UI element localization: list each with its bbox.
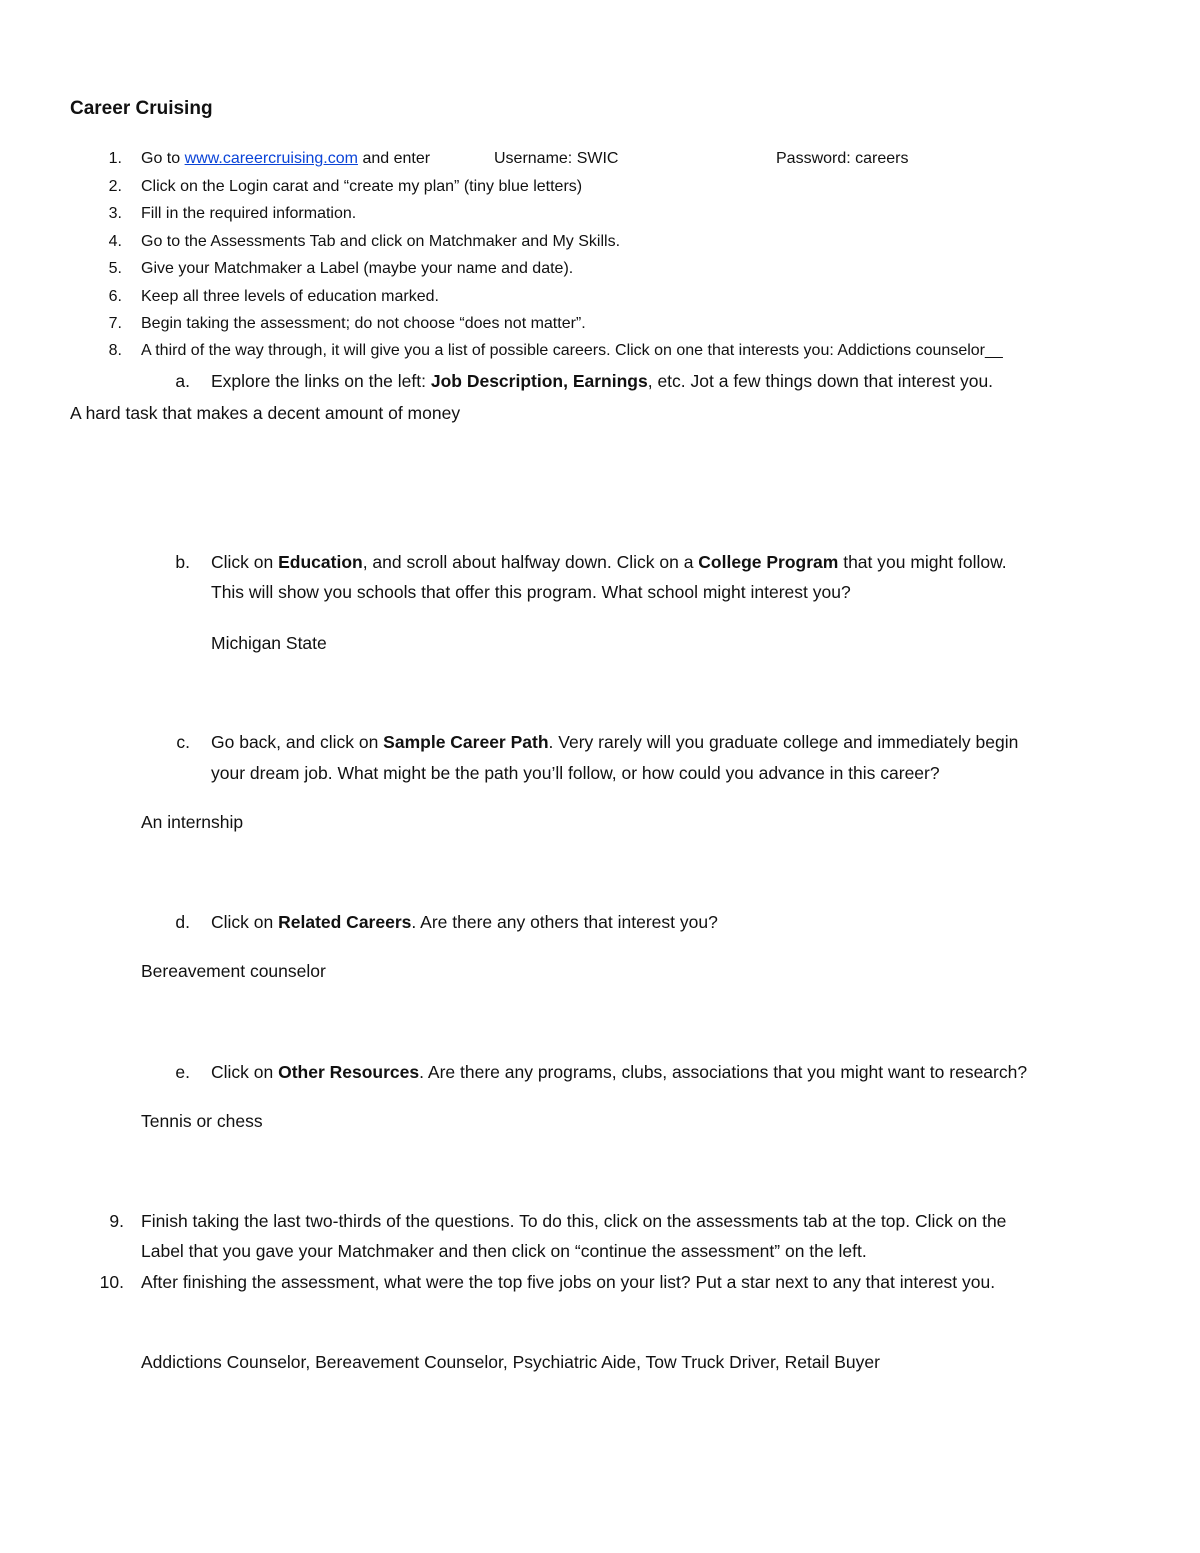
substep-text: . Are there any programs, clubs, associations that you might want to research?: [419, 1062, 1028, 1082]
answer-top-five-jobs: Addictions Counselor, Bereavement Counselor, Psychiatric Aide, Tow Truck Driver, Retail Buyer: [141, 1352, 880, 1372]
substep-text: Explore the links on the left:: [211, 371, 431, 391]
substep-letter: a.: [175, 371, 190, 391]
substep-text: Click on: [211, 552, 279, 572]
password-text: Password: careers: [776, 150, 909, 167]
separator: ,: [563, 371, 573, 391]
substep-letter: b.: [175, 552, 190, 572]
substep-letter: c.: [176, 732, 190, 752]
answer-d: Bereavement counselor: [141, 961, 326, 981]
college-program-link-label: College Program: [698, 552, 839, 572]
document-title: Career Cruising: [70, 98, 213, 119]
step-text: Finish taking the last two-thirds of the questions. To do this, click on the assessments tab at the top. Click on the: [141, 1211, 1007, 1231]
substep-text: , and scroll about halfway down. Click on a: [362, 552, 699, 572]
step-number: 8.: [108, 342, 122, 359]
other-resources-link-label: Other Resources: [278, 1062, 420, 1082]
substep-text: . Very rarely will you graduate college and immediately begin: [548, 732, 1019, 752]
step-text: and enter: [362, 150, 431, 167]
step-text: Give your Matchmaker a Label (maybe your name and date).: [141, 260, 574, 277]
substep-c-line2: your dream job. What might be the path you’ll follow, or how could you advance in this career?: [211, 763, 940, 783]
step-text: A third of the way through, it will give you a list of possible careers. Click on one that interests you: Addictions counselor__: [141, 342, 1003, 359]
step-text: Keep all three levels of education marked.: [141, 288, 439, 305]
step-text: Go to: [141, 150, 181, 167]
job-description-link-label: Job Description: [430, 371, 564, 391]
step-number: 10.: [99, 1272, 124, 1292]
answer-b: Michigan State: [211, 633, 327, 653]
substep-text: Go back, and click on: [211, 732, 384, 752]
step-number: 7.: [108, 315, 122, 332]
substep-letter: d.: [175, 912, 190, 932]
substep-b-line2: This will show you schools that offer this program. What school might interest you?: [211, 582, 851, 602]
substep-text: , etc. Jot a few things down that interest you.: [647, 371, 994, 391]
substep-text: . Are there any others that interest you?: [411, 912, 718, 932]
step-text: Click on the Login carat and “create my plan” (tiny blue letters): [141, 178, 583, 195]
answer-e: Tennis or chess: [141, 1111, 263, 1131]
step-number: 1.: [108, 150, 122, 167]
step-number: 3.: [108, 205, 122, 222]
education-link-label: Education: [278, 552, 363, 572]
step-text: Go to the Assessments Tab and click on Matchmaker and My Skills.: [141, 233, 621, 250]
substep-text: Click on: [211, 1062, 279, 1082]
step-text: After finishing the assessment, what were the top five jobs on your list? Put a star next to any that interest you.: [141, 1272, 996, 1292]
answer-a: A hard task that makes a decent amount of money: [70, 403, 461, 423]
related-careers-link-label: Related Careers: [278, 912, 412, 932]
careercruising-link[interactable]: www.careercruising.com: [184, 150, 358, 167]
username-text: Username: SWIC: [494, 150, 619, 167]
step-number: 6.: [108, 288, 122, 305]
step-text: Begin taking the assessment; do not choose “does not matter”.: [141, 315, 586, 332]
step-number: 9.: [109, 1211, 124, 1231]
substep-letter: e.: [175, 1062, 190, 1082]
step-number: 2.: [108, 178, 122, 195]
step-number: 5.: [108, 260, 122, 277]
step-text: Fill in the required information.: [141, 205, 357, 222]
sample-career-path-link-label: Sample Career Path: [383, 732, 549, 752]
answer-c: An internship: [141, 812, 244, 832]
substep-text: Click on: [211, 912, 279, 932]
step-9-line2: Label that you gave your Matchmaker and then click on “continue the assessment” on the left.: [141, 1241, 867, 1261]
substep-text: that you might follow.: [838, 552, 1007, 572]
step-number: 4.: [108, 233, 122, 250]
earnings-link-label: Earnings: [572, 371, 648, 391]
